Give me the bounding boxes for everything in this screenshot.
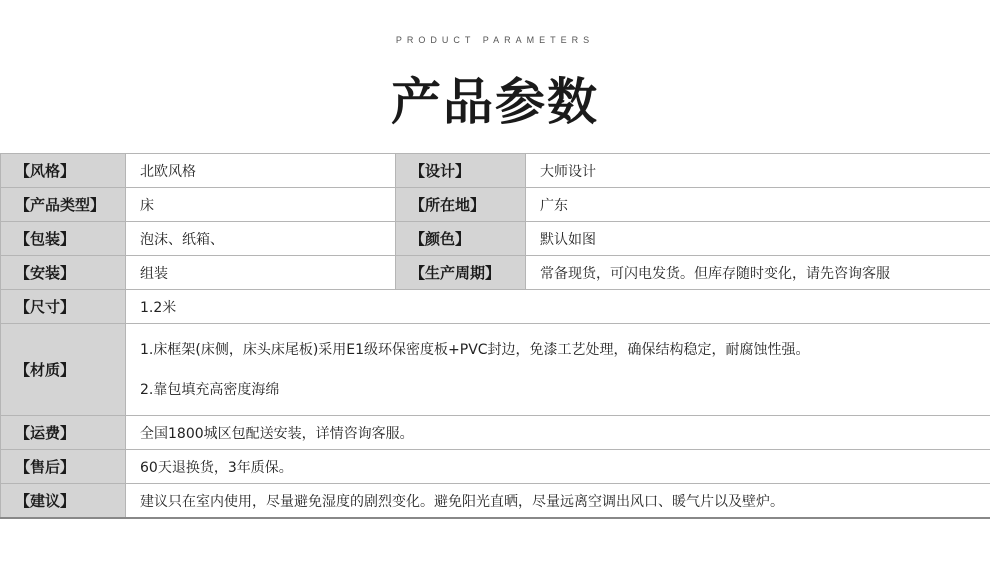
advice-label: 【建议】	[1, 484, 126, 519]
design-label: 【设计】	[396, 154, 526, 188]
table-row	[1, 256, 990, 290]
color-label: 【颜色】	[396, 222, 526, 256]
material-line-1: 1.床框架(床侧，床头床尾板)采用E1级环保密度板+PVC封边，免漆工艺处理，确保结构稳定，耐腐蚀性强。	[140, 341, 810, 358]
aftersale-label: 【售后】	[1, 450, 126, 484]
type-value: 床	[126, 188, 396, 222]
shipping-label: 【运费】	[1, 416, 126, 450]
style-label: 【风格】	[1, 154, 126, 188]
cycle-value: 常备现货，可闪电发货。但库存随时变化，请先咨询客服	[526, 256, 990, 290]
page-title: 产品参数	[391, 73, 599, 131]
design-value: 大师设计	[526, 154, 990, 188]
table-row	[1, 154, 990, 188]
table-row	[1, 222, 990, 256]
style-value: 北欧风格	[126, 154, 396, 188]
location-value: 广东	[526, 188, 990, 222]
advice-value: 建议只在室内使用，尽量避免湿度的剧烈变化。避免阳光直晒，尽量远离空调出风口、暖气片以及壁炉。	[126, 484, 990, 519]
page-subtitle: PRODUCT PARAMETERS	[395, 35, 595, 45]
material-line-2: 2.靠包填充高密度海绵	[140, 381, 280, 398]
shipping-value: 全国1800城区包配送安装，详情咨询客服。	[126, 416, 990, 450]
install-label: 【安装】	[1, 256, 126, 290]
aftersale-value: 60天退换货，3年质保。	[126, 450, 990, 484]
packaging-label: 【包装】	[1, 222, 126, 256]
table-row	[1, 188, 990, 222]
table-row	[1, 484, 990, 519]
install-value: 组装	[126, 256, 396, 290]
size-label: 【尺寸】	[1, 290, 126, 324]
table-row	[1, 450, 990, 484]
location-label: 【所在地】	[396, 188, 526, 222]
product-parameters-table	[0, 153, 990, 519]
size-value: 1.2米	[126, 290, 990, 324]
table-row	[1, 290, 990, 324]
table-row	[1, 416, 990, 450]
material-value	[126, 324, 990, 416]
cycle-label: 【生产周期】	[396, 256, 526, 290]
color-value: 默认如图	[526, 222, 990, 256]
material-label: 【材质】	[1, 324, 126, 416]
type-label: 【产品类型】	[1, 188, 126, 222]
packaging-value: 泡沫、纸箱、	[126, 222, 396, 256]
table-row	[1, 324, 990, 416]
